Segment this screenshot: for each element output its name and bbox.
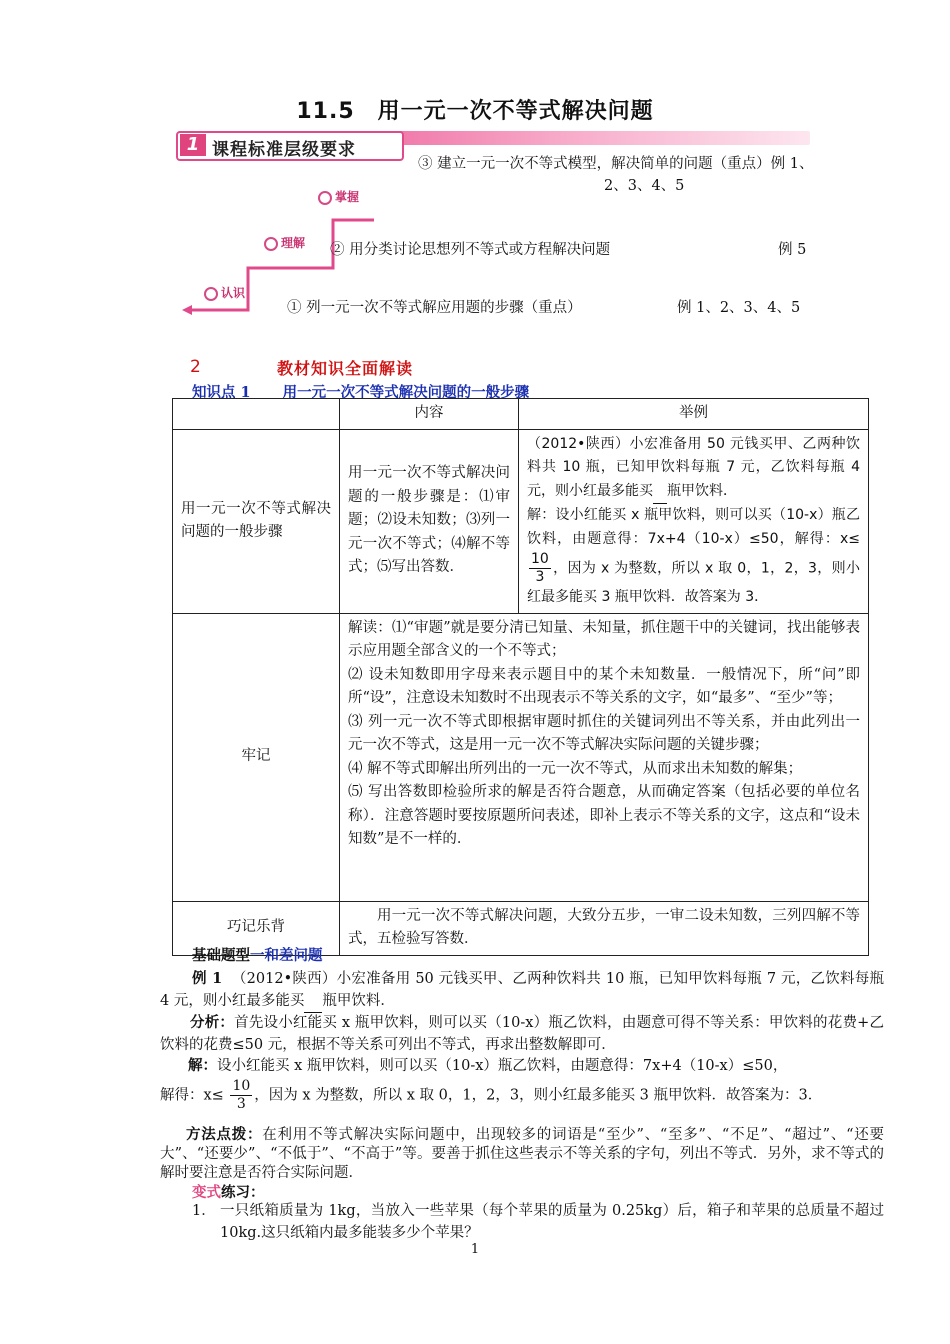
row2-content — [340, 613, 869, 901]
knowledge-point-heading: 知识点 1 用一元一次不等式解决问题的一般步骤 — [192, 384, 530, 401]
section1-number: 1 — [180, 134, 206, 156]
clock-icon — [264, 237, 278, 251]
knowledge-table — [172, 398, 869, 956]
requirement-3-cont: 2、3、4、5 — [604, 178, 685, 194]
example1-solution-line2: 解得：x≤ $\frac{10}{3}$ ，因为 x 为整数，所以 x 取 0，1，2，3，则小红最多能买 3 瓶甲饮料．故答案为：3． — [160, 1078, 823, 1112]
level-know: 认识 — [204, 284, 245, 301]
example1-solution: 解：设小红能买 x 瓶甲饮料，则可以买（10-x）瓶乙饮料，由题意得：7x+4（10-x）≤50， — [188, 1057, 788, 1074]
section2-label: 教材知识全面解读 — [277, 359, 414, 378]
method-tips: 方法点拨：在利用不等式解决实际问题中，出现较多的词语是“至少”、“至多”、“不足”、“超过”、“还要大”、“还要少”、“不低于”、“不高于”等。要善于抓住这些表示不等关系的字句，列出不等式．另外，求不等式的解时要注意是否符合实际问题． — [160, 1126, 885, 1181]
requirement-2: ② 用分类讨论思想列不等式或方程解决问题 — [330, 242, 611, 258]
practice-heading: 变式练习： — [192, 1184, 265, 1201]
table-header-empty — [173, 399, 340, 430]
answer-blank — [304, 990, 322, 1013]
requirement-1: ① 列一元一次不等式解应用题的步骤（重点） — [287, 300, 582, 316]
clock-icon — [318, 191, 332, 205]
table-header-example: 举例 — [519, 399, 869, 430]
level-master: 掌握 — [318, 188, 359, 205]
row2-label: 牢记 — [173, 613, 340, 901]
note-line: ⑷ 解不等式即解出所列出的一元一次不等式，从而求出未知数的解集； — [348, 760, 803, 777]
level-understand: 理解 — [264, 234, 305, 251]
section1-label: 课程标准层级要求 — [212, 140, 356, 160]
row1-content: 用一元一次不等式解决问题的一般步骤是：⑴审题；⑵设未知数；⑶列一元一次不等式；⑷解不等式；⑸写出答数． — [340, 429, 519, 613]
table-header-row — [173, 399, 869, 430]
basic-type-heading: 基础题型一和差问题 — [192, 947, 323, 964]
question-number: 1． — [192, 1203, 216, 1219]
table-header-content: 内容 — [340, 399, 519, 430]
table-row — [173, 613, 869, 901]
note-line: 解读：⑴“审题”就是要分清已知量、未知量，抓住题干中的关键词，找出能够表示应用题全部含义的一个不等式； — [348, 619, 860, 659]
example1-question: 例 1 （2012•陕西）小宏准备用 50 元钱买甲、乙两种饮料共 10 瓶，已知甲饮料每瓶 7 元，乙饮料每瓶 4 元，则小红最多能买 瓶甲饮料． — [160, 968, 884, 1013]
note-line: ⑵ 设未知数即用字母来表示题目中的某个未知数量．一般情况下，所“问”即所“设”，注意设未知数时不出现表示不等关系的文字，如“最多”、“至少”等； — [348, 666, 860, 706]
practice-question-1: 一只纸箱质量为 1kg，当放入一些苹果（每个苹果的质量为 0.25kg）后，箱子和苹果的总质量不超过 10kg.这只纸箱内最多能装多少个苹果？ — [220, 1203, 884, 1241]
row1-example: （2012•陕西）小宏准备用 50 元钱买甲、乙两种饮料共 10 瓶，已知甲饮料每瓶 7 元，乙饮料每瓶 4 元，则小红最多能买 瓶甲饮料． 解：设小红能买 x 瓶甲饮料，则可以买（10-x）瓶乙饮料，由题意得：7x+4（10-x）≤50，解得：x≤ $\frac{10}{3}$ ，因为 x 为整数，所以 x 取 0，1，2，3，则小红最多能买 3 瓶甲饮料．故答案为 3． — [519, 429, 869, 613]
page-title: 11.5 用一元一次不等式解决问题 — [296, 99, 654, 124]
row3-content: 用一元一次不等式解决问题，大致分五步，一审二设未知数，三列四解不等式，五检验写答数． — [340, 901, 869, 955]
requirement-1-example: 例 1、2、3、4、5 — [677, 300, 801, 316]
fraction: $\frac{10}{3}$ — [531, 551, 549, 585]
note-line: ⑸ 写出答数即检验所求的解是否符合题意，从而确定答案（包括必要的单位名称）．注意答题时要按原题所问表述，即补上表示不等关系的文字，这点和“设未知数”是不一样的． — [348, 784, 860, 847]
stair-arrow-icon — [182, 305, 192, 315]
fraction: $\frac{10}{3}$ — [232, 1078, 251, 1112]
table-row — [173, 429, 869, 613]
note-line: ⑶ 列一元一次不等式即根据审题时抓住的关键词列出不等关系，并由此列出一元一次不等式，这是用一元一次不等式解决实际问题的关键步骤； — [348, 713, 860, 753]
page-number: 1 — [470, 1242, 480, 1257]
example1-analysis: 分析：首先设小红能买 x 瓶甲饮料，则可以买（10-x）瓶乙饮料，由题意可得不等关系：甲饮料的花费+乙饮料的花费≤50 元，根据不等关系可列出不等式，再求出整数解即可． — [160, 1014, 885, 1053]
requirement-3: ③ 建立一元一次不等式模型，解决简单的问题（重点）例 1、 — [418, 156, 814, 172]
row3-label: 巧记乐背 — [173, 901, 340, 955]
clock-icon — [204, 287, 218, 301]
section2-number: 2 — [190, 357, 201, 377]
row1-label: 用一元一次不等式解决问题的一般步骤 — [173, 429, 340, 613]
answer-blank — [653, 480, 667, 505]
requirement-2-example: 例 5 — [778, 242, 807, 258]
